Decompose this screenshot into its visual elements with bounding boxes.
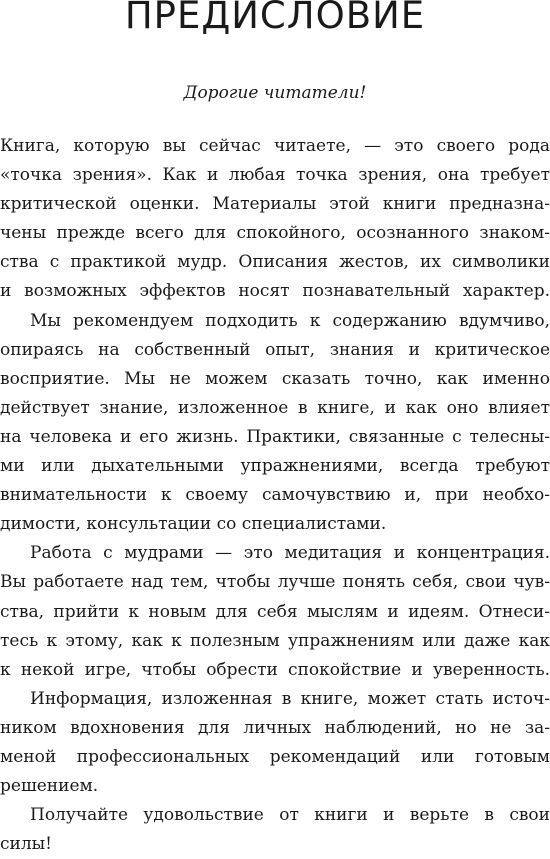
text-line: тесь к этому, как к полезным упражнениям или даже как — [0, 630, 550, 651]
text-line: ства с практикой мудр. Описания жестов, их символики — [0, 252, 550, 273]
text-line: опираясь на собственный опыт, знания и критическое — [0, 339, 550, 360]
text-line: на человека и его жизнь. Практики, связанные с телесны- — [0, 426, 550, 447]
text-line: к некой игре, чтобы обрести спокойствие и уверенность. — [0, 659, 550, 680]
text-line: внимательности к своему самочувствию и, при необхо- — [0, 485, 550, 506]
text-line: меной профессиональных рекомендаций или готовым — [0, 746, 550, 767]
text-line: Получайте удовольствие от книги и верьте в свои — [30, 805, 550, 826]
paragraph — [0, 539, 550, 684]
text-line: димости, консультации со специалистами. — [0, 514, 387, 535]
paragraph — [0, 307, 550, 540]
text-line: ми или дыхательными упражнениями, всегда требуют — [0, 456, 550, 477]
text-line: «точка зрения». Как и любая точка зрения, она требует — [0, 165, 550, 186]
paragraph — [0, 801, 550, 859]
text-line: силы! — [0, 834, 53, 855]
text-line: критической оценки. Материалы этой книги предназна- — [0, 194, 550, 215]
text-line: решением. — [0, 776, 99, 797]
salutation: Дорогие читатели! — [183, 83, 367, 103]
text-line: Книга, которую вы сейчас читаете, — это своего рода — [0, 136, 550, 156]
text-line: и возможных эффектов носят познавательный характер. — [0, 281, 550, 302]
text-line: ства, прийти к новым для себя мыслям и идеям. Отнеси- — [0, 601, 550, 622]
text-line: ником вдохновения для личных наблюдений, но не за- — [0, 717, 550, 738]
text-line: Работа с мудрами — это медитация и концентрация. — [30, 543, 550, 564]
text-line: действует знание, изложенное в книге, и как оно влияет — [0, 397, 550, 418]
body-text — [0, 132, 550, 859]
text-line: восприятие. Мы не можем сказать точно, как именно — [0, 368, 550, 389]
text-line: Вы работаете над тем, чтобы лучше понять себя, свои чув- — [0, 572, 550, 593]
text-line: Мы рекомендуем подходить к содержанию вдумчиво, — [30, 310, 550, 331]
paragraph — [0, 132, 550, 307]
paragraph — [0, 685, 550, 801]
text-line: чены прежде всего для спокойного, осознанного знаком- — [0, 223, 550, 244]
text-line: Информация, изложенная в книге, может стать источ- — [30, 688, 550, 709]
page-title: ПРЕДИСЛОВИЕ — [124, 0, 426, 37]
